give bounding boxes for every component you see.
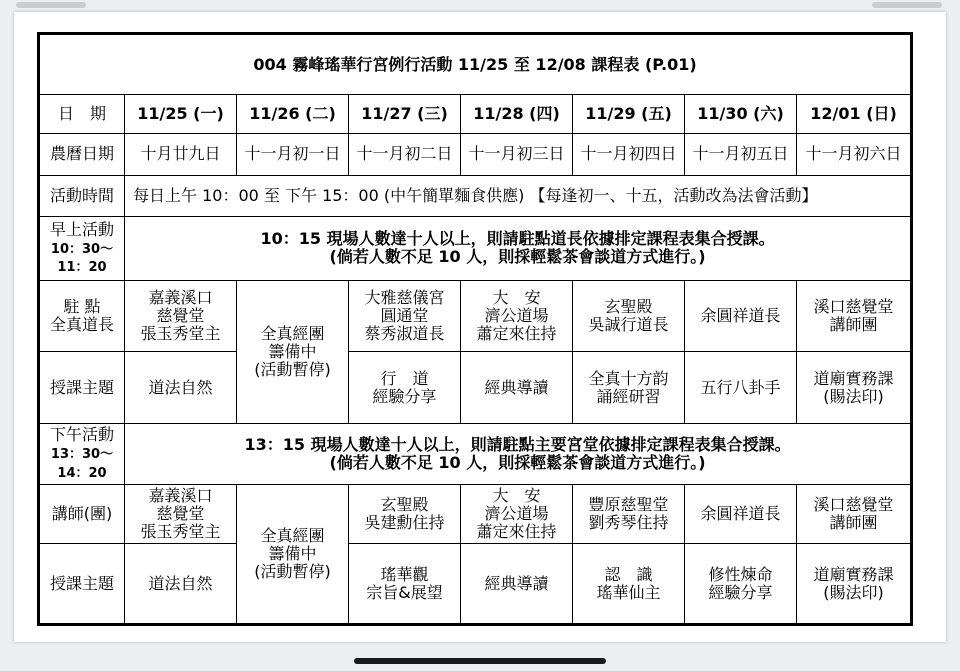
date-cell: 11/30 (六) (685, 95, 797, 134)
schedule-title: 004 霧峰瑤華行宮例行活動 11/25 至 12/08 課程表 (P.01) (39, 34, 912, 95)
topic-line: 修性煉命 (708, 564, 773, 584)
topic-line: 誦經研習 (596, 386, 661, 406)
afternoon-notice-note: (倘若人數不足 10 人，則採輕鬆茶會談道方式進行。) (329, 452, 706, 472)
teacher-line: 大雅慈儀宮 (364, 288, 445, 308)
teacher-line: 蔡秀淑道長 (364, 324, 445, 344)
topic-line: 經驗分享 (708, 582, 773, 602)
afternoon-teacher-label: 講師(團) (39, 485, 125, 544)
date-cell: 12/01 (日) (797, 95, 912, 134)
morning-notice-row (39, 216, 912, 280)
morning-teacher-row (39, 280, 912, 351)
teacher-line: 溪口慈覺堂 (813, 297, 894, 317)
morning-time-end: 11：20 (57, 260, 107, 276)
status-bar-left (16, 2, 86, 8)
topic-cell (685, 352, 797, 423)
teacher-line: 講師團 (829, 513, 878, 533)
teacher-line: 慈覺堂 (156, 504, 205, 524)
topic-cell (125, 544, 237, 625)
morning-teacher-label-line: 全真道長 (49, 315, 114, 335)
topic-line: 全真十方韵 (588, 368, 669, 388)
morning-topic-label: 授課主題 (39, 352, 125, 423)
teacher-line: 慈覺堂 (156, 306, 205, 326)
teacher-line: (活動暫停) (254, 562, 331, 581)
teacher-line: 籌備中 (268, 544, 317, 564)
teacher-line: 講師團 (829, 315, 878, 335)
teacher-line: 張玉秀堂主 (140, 324, 221, 344)
teacher-line: 吳誠行道長 (588, 315, 669, 335)
teacher-line: (活動暫停) (254, 359, 331, 379)
topic-line: 經典導讀 (484, 573, 549, 593)
afternoon-label-title: 下午活動 (49, 425, 114, 445)
topic-line: 道法自然 (148, 377, 213, 397)
topic-cell (349, 544, 461, 625)
topic-line: 瑤華觀 (380, 564, 429, 584)
lunar-row (39, 134, 912, 176)
afternoon-teacher-row (39, 485, 912, 544)
teacher-line: 濟公道場 (484, 306, 549, 326)
afternoon-time-start: 13：30～ (50, 447, 114, 463)
teacher-line: 大 安 (492, 288, 541, 308)
teacher-line: 嘉義溪口 (148, 486, 213, 506)
topic-cell (797, 352, 912, 423)
topic-cell (349, 352, 461, 423)
activity-time-label: 活動時間 (39, 175, 125, 216)
topic-cell (573, 544, 685, 625)
teacher-line: 玄聖殿 (380, 495, 429, 515)
lunar-cell: 十一月初四日 (573, 134, 685, 176)
morning-notice-line: 10：15 現場人數達十人以上，則請駐點道長依據排定課程表集合授課。 (260, 229, 775, 249)
teacher-cell (573, 280, 685, 351)
date-label: 日 期 (39, 95, 125, 134)
morning-notice (125, 216, 912, 280)
teacher-cell (461, 280, 573, 351)
date-row (39, 95, 912, 134)
teacher-line: 張玉秀堂主 (140, 522, 221, 542)
lunar-cell: 十一月初二日 (349, 134, 461, 176)
topic-line: 道廟實務課 (813, 368, 894, 388)
afternoon-topic-label: 授課主題 (39, 544, 125, 625)
lunar-cell: 十月廿九日 (125, 134, 237, 176)
afternoon-notice-row (39, 423, 912, 484)
date-cell: 11/25 (一) (125, 95, 237, 134)
teacher-cell (797, 280, 912, 351)
topic-line: 五行八卦手 (700, 377, 781, 397)
teacher-line: 全真經團 (260, 324, 325, 344)
topic-line: (賜法印) (823, 386, 884, 406)
morning-time-start: 10：30～ (50, 241, 114, 257)
morning-teacher-label-line: 駐 點 (63, 297, 101, 317)
teacher-cell (685, 485, 797, 544)
topic-line: 認 識 (604, 564, 653, 584)
topic-cell (685, 544, 797, 625)
teacher-line: 蕭定來住持 (476, 522, 557, 542)
topic-cell (461, 352, 573, 423)
topic-cell (797, 544, 912, 625)
teacher-cell (349, 485, 461, 544)
document-page (14, 12, 946, 642)
date-cell: 11/27 (三) (349, 95, 461, 134)
afternoon-time-end: 14：20 (57, 465, 107, 481)
teacher-line: 圓通堂 (380, 306, 429, 326)
morning-notice-note: (倘若人數不足 10 人，則採輕鬆茶會談道方式進行。) (329, 247, 706, 267)
morning-label (39, 216, 125, 280)
lunar-cell: 十一月初五日 (685, 134, 797, 176)
home-indicator[interactable] (354, 658, 606, 664)
afternoon-notice-line: 13：15 現場人數達十人以上，則請駐點主要宮堂依據排定課程表集合授課。 (244, 435, 791, 455)
topic-cell (573, 352, 685, 423)
teacher-cell (797, 485, 912, 544)
status-bar-right (872, 2, 942, 8)
topic-cell (461, 544, 573, 625)
schedule-table (37, 32, 913, 626)
activity-time-row (39, 175, 912, 216)
teacher-cell-suspended (237, 280, 349, 423)
teacher-cell (125, 280, 237, 351)
date-cell: 11/29 (五) (573, 95, 685, 134)
lunar-cell: 十一月初三日 (461, 134, 573, 176)
teacher-cell (125, 485, 237, 544)
teacher-line: 吳建勳住持 (364, 513, 445, 533)
afternoon-label (39, 423, 125, 484)
topic-line: 行 道 (380, 368, 429, 388)
teacher-line: 溪口慈覺堂 (813, 495, 894, 515)
teacher-cell (349, 280, 461, 351)
teacher-line: 全真經團 (260, 526, 325, 546)
lunar-cell: 十一月初一日 (237, 134, 349, 176)
teacher-line: 劉秀琴住持 (588, 513, 669, 533)
teacher-line: 玄聖殿 (604, 297, 653, 317)
date-cell: 11/26 (二) (237, 95, 349, 134)
teacher-cell (573, 485, 685, 544)
topic-line: (賜法印) (823, 582, 884, 602)
activity-time-text: 每日上午 10：00 至 下午 15：00 (中午簡單麵食供應) 【每逢初一、十五，活動改為法會活動】 (125, 175, 912, 216)
teacher-line: 豐原慈聖堂 (588, 495, 669, 515)
teacher-line: 余圓祥道長 (700, 306, 781, 326)
lunar-label: 農曆日期 (39, 134, 125, 176)
topic-line: 經驗分享 (372, 386, 437, 406)
teacher-line: 蕭定來住持 (476, 324, 557, 344)
afternoon-notice (125, 423, 912, 484)
morning-label-title: 早上活動 (49, 219, 114, 239)
lunar-cell: 十一月初六日 (797, 134, 912, 176)
morning-topic-row (39, 352, 912, 423)
teacher-line: 嘉義溪口 (148, 288, 213, 308)
afternoon-topic-row (39, 544, 912, 625)
morning-teacher-label (39, 280, 125, 351)
topic-line: 瑤華仙主 (596, 582, 661, 602)
topic-line: 經典導讀 (484, 377, 549, 397)
teacher-cell-suspended (237, 485, 349, 625)
teacher-cell (461, 485, 573, 544)
topic-line: 道法自然 (148, 573, 213, 593)
topic-line: 道廟實務課 (813, 564, 894, 584)
teacher-line: 濟公道場 (484, 504, 549, 524)
topic-line: 宗旨&展望 (366, 582, 443, 602)
date-cell: 11/28 (四) (461, 95, 573, 134)
teacher-line: 余圓祥道長 (700, 504, 781, 524)
teacher-line: 籌備中 (268, 341, 317, 361)
topic-cell (125, 352, 237, 423)
teacher-line: 大 安 (492, 486, 541, 506)
teacher-cell (685, 280, 797, 351)
